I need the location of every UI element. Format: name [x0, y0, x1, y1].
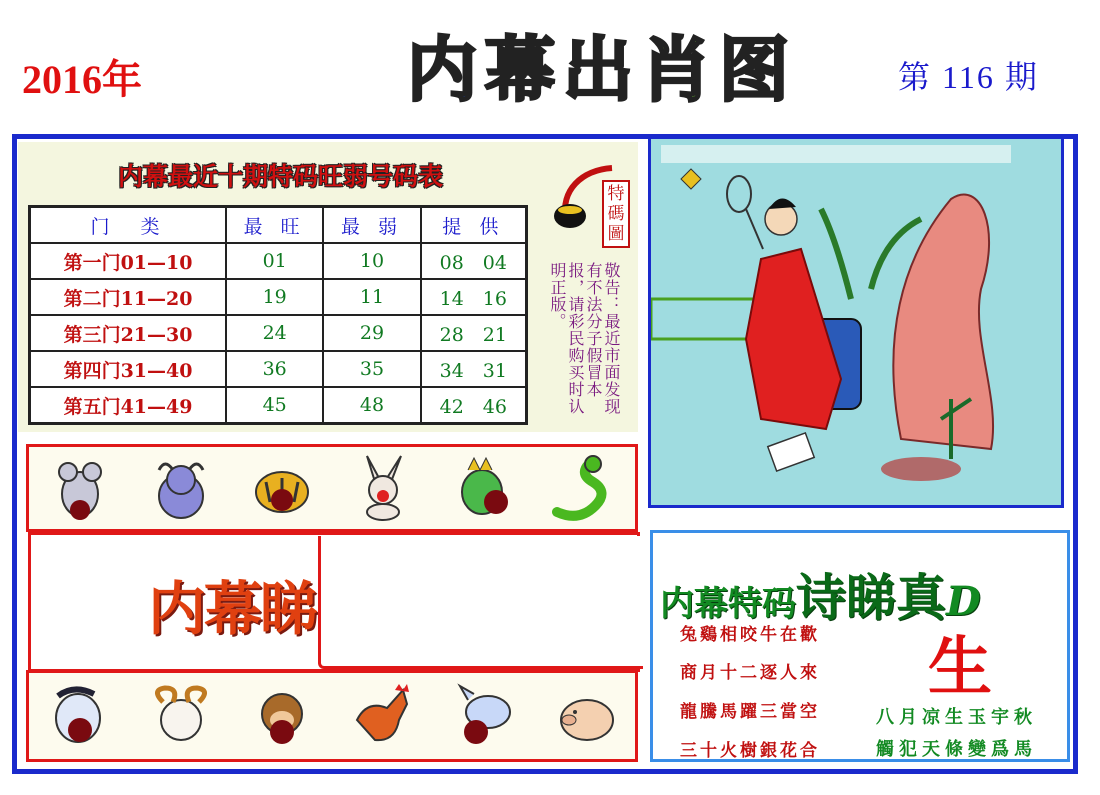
- brand-char-4: 肖: [641, 29, 711, 111]
- table-row: [30, 351, 527, 387]
- dragon-icon: [444, 448, 524, 528]
- min-cell: 29: [323, 315, 420, 351]
- issue-number: 第 116 期: [898, 59, 1039, 95]
- rooster-icon: [343, 676, 423, 756]
- max-cell: 19: [226, 279, 323, 315]
- brand-char-5: 图: [719, 29, 789, 111]
- poem-title-a: 内幕特码: [660, 584, 796, 624]
- tiger-icon: [242, 448, 322, 528]
- table-header-row: [30, 207, 527, 244]
- goat-icon: [141, 676, 221, 756]
- poem-line-3: 龍騰馬躍三當空: [680, 702, 820, 722]
- pig-icon: [545, 676, 625, 756]
- table-row: [30, 243, 527, 279]
- max-cell: 36: [226, 351, 323, 387]
- brand-char-2: 幕: [485, 29, 555, 111]
- year-label: 2016年: [22, 57, 142, 102]
- door-cell: 第二门11—20: [30, 279, 227, 315]
- poem-line-1: 兔鷄相咬牛在歡: [680, 625, 820, 645]
- col-header-min: 最 弱: [323, 207, 420, 244]
- rabbit-icon: [343, 448, 423, 528]
- poem-side-line-2: 觸犯天條變爲馬: [876, 739, 1037, 760]
- rat-icon: [40, 448, 120, 528]
- zodiac-row-top: [26, 444, 638, 532]
- max-cell: 24: [226, 315, 323, 351]
- max-cell: 01: [226, 243, 323, 279]
- min-cell: 35: [323, 351, 420, 387]
- snake-icon: [545, 448, 625, 528]
- middle-blank-area: [318, 536, 643, 669]
- provide-cell: 08 04: [421, 243, 527, 279]
- min-cell: 10: [323, 243, 420, 279]
- zodiac-row-bottom: [26, 670, 638, 762]
- table-row: [30, 387, 527, 424]
- col-header-provide: 提 供: [421, 207, 527, 244]
- provide-cell: 28 21: [421, 315, 527, 351]
- brand-title: [405, 28, 791, 112]
- poem-side-line-1: 八月凉生玉宇秋: [876, 707, 1037, 728]
- provide-cell: 14 16: [421, 279, 527, 315]
- min-cell: 11: [323, 279, 420, 315]
- door-cell: 第三门21—30: [30, 315, 227, 351]
- door-cell: 第四门31—40: [30, 351, 227, 387]
- table-title: 内幕最近十期特码旺弱号码表: [118, 162, 444, 191]
- hot-cold-table: [28, 205, 528, 425]
- monkey-icon: [242, 676, 322, 756]
- table-row: [30, 315, 527, 351]
- col-header-door: 门 类: [30, 207, 227, 244]
- poem-title-b: 诗睇真: [796, 569, 946, 627]
- stamp-label: 特碼圖: [602, 180, 630, 248]
- poem-line-4: 三十火樹銀花合: [680, 741, 820, 761]
- dog-icon: [444, 676, 524, 756]
- provide-cell: 34 31: [421, 351, 527, 387]
- lady-painting-icon: [651, 139, 1061, 505]
- col-header-max: 最 旺: [226, 207, 323, 244]
- brand-char-3: 出: [563, 29, 633, 111]
- illustration: [648, 136, 1064, 508]
- max-cell: 45: [226, 387, 323, 424]
- ox-icon: [141, 448, 221, 528]
- brand-char-1: 内: [407, 29, 477, 111]
- poem-line-2: 商月十二逐人來: [680, 663, 820, 683]
- poem-answer: 生: [928, 631, 992, 705]
- horse-icon: [40, 676, 120, 756]
- door-cell: 第五门41—49: [30, 387, 227, 424]
- provide-cell: 42 46: [421, 387, 527, 424]
- poem-title-c: D: [946, 578, 981, 625]
- min-cell: 48: [323, 387, 420, 424]
- notice-text: 敬告：最近市面发现有不法分子假冒本报，请彩民购买时认明正版。: [548, 262, 621, 415]
- middle-title: 内幕睇: [148, 575, 317, 643]
- table-row: [30, 279, 527, 315]
- door-cell: 第一门01—10: [30, 243, 227, 279]
